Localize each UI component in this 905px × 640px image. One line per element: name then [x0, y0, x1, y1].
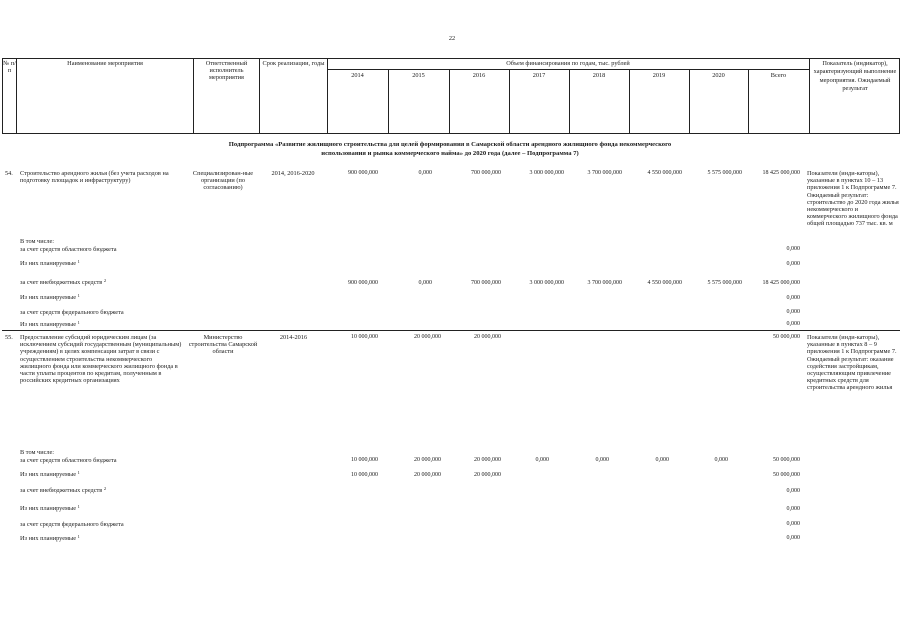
extra-2019: 4 550 000,000 [647, 280, 682, 286]
header-col-executor: Ответственный исполнитель мероприятия [205, 60, 248, 82]
col-border [16, 58, 17, 133]
value-total: 50 000,000 [773, 334, 800, 340]
header-col-indicator: Показатель (индикатор), характеризующий выполнение мероприятия. Ожидаемый результат [813, 60, 897, 93]
header-col-total: Всего [770, 72, 787, 79]
value-2015: 20 000,000 [414, 334, 441, 340]
sub-label-including: В том числе: [20, 238, 55, 245]
measure-name: Строительство арендного жилья (без учета расходов на подготовку площадок и инфраструктуру) [20, 170, 169, 185]
planned-2014: 10 000,000 [351, 472, 378, 478]
sub-label-regional-budget: за счет средств областного бюджета [20, 457, 117, 464]
regional-total: 50 000,000 [773, 457, 800, 463]
regional-2017: 0,000 [535, 457, 549, 463]
sub-label-extrabudgetary: за счет внебюджетных средств $^2$ [20, 486, 107, 494]
sub-label-including: В том числе: [20, 449, 55, 456]
regional-2014: 10 000,000 [351, 457, 378, 463]
subprogram-title-cont: использования и рынка коммерческого найма» до 2020 года (далее – Подпрограмма 7) [321, 150, 579, 157]
value-2018: 3 700 000,000 [587, 170, 622, 176]
value-2019: 4 550 000,000 [647, 170, 682, 176]
regional-2019: 0,000 [655, 457, 669, 463]
value-2017: 3 000 000,000 [529, 170, 564, 176]
value-2016: 700 000,000 [471, 170, 501, 176]
page-number: 22 [448, 35, 456, 42]
subprogram-title: Подпрограмма «Развитие жилищного строительства для целей формирования в Самарской области арендного жилищного фонда некоммерческого [228, 141, 672, 148]
value-2020: 5 575 000,000 [707, 170, 742, 176]
extra-2015: 0,000 [418, 280, 432, 286]
federal-total: 0,000 [786, 521, 800, 527]
sub-label-extrabudgetary: за счет внебюджетных средств $^2$ [20, 278, 107, 286]
planned-total: 0,000 [786, 295, 800, 301]
sub-label-planned: Из них планируемые $^1$ [20, 470, 80, 478]
extra-2016: 700 000,000 [471, 280, 501, 286]
sub-label-regional-budget: за счет средств областного бюджета [20, 246, 117, 253]
regional-2015: 20 000,000 [414, 457, 441, 463]
header-year: 2016 [472, 72, 486, 79]
planned-total: 50 000,000 [773, 472, 800, 478]
indicator-text: Показатели (инди-каторы), указанные в пунктах 10 – 13 приложения 1 к Подпрограмме 7. Ожидаемый результат: строительство до 2020 года жилья некоммерческого и коммерческого жилищного фонда общей площадью 737 тыс. кв. м [807, 170, 899, 228]
header-col-funding: Объем финансирования по годам, тыс. рублей [506, 60, 630, 67]
regional-total: 0,000 [786, 246, 800, 252]
regional-2016: 20 000,000 [474, 457, 501, 463]
header-year: 2017 [532, 72, 546, 79]
sub-label-planned: Из них планируемые $^1$ [20, 534, 80, 542]
extra-2017: 3 000 000,000 [529, 280, 564, 286]
row-number: 55. [5, 334, 13, 341]
funding-subheader-line [327, 69, 809, 70]
federal-total: 0,000 [786, 309, 800, 315]
col-border [259, 58, 260, 133]
regional-2018: 0,000 [595, 457, 609, 463]
implementation-term: 2014, 2016-2020 [271, 170, 315, 177]
indicator-text: Показатели (инди-каторы), указанные в пунктах 8 – 9 приложения 1 к Подпрограмме 7. Ожидаемый результат: оказание содействия застройщикам, осуществляющим привлечение кредитных средств для строительства арендного жилья [807, 334, 897, 392]
planned-2016: 20 000,000 [474, 472, 501, 478]
sub-label-planned: Из них планируемые $^1$ [20, 320, 80, 328]
sub-label-planned: Из них планируемые $^1$ [20, 259, 80, 267]
sub-label-planned: Из них планируемые $^1$ [20, 504, 80, 512]
col-border [193, 58, 194, 133]
extra-2014: 900 000,000 [348, 280, 378, 286]
implementation-term: 2014-2016 [279, 334, 308, 341]
header-year: 2018 [592, 72, 606, 79]
planned-2015: 20 000,000 [414, 472, 441, 478]
measure-name: Предоставление субсидий юридическим лицам (за исключением субсидий государственным (муниципальным) учреждениям) в целях компенсации затрат в связи с осуществлением строительства некоммерческого жилищного фонда или коммерческого жилищного фонда в части уплаты процентов по кредитам, полученным в российских кредитных организациях [20, 334, 182, 385]
regional-2020: 0,000 [714, 457, 728, 463]
value-2015: 0,000 [418, 170, 432, 176]
col-border [809, 58, 810, 133]
value-total: 18 425 000,000 [762, 170, 800, 176]
sub-label-federal-budget: за счет средств федерального бюджета [20, 521, 124, 528]
sub-label-planned: Из них планируемые $^1$ [20, 293, 80, 301]
row-separator [2, 330, 900, 331]
header-col-no: № п/п [3, 60, 16, 75]
extra-2018: 3 700 000,000 [587, 280, 622, 286]
value-2014: 900 000,000 [348, 170, 378, 176]
planned-total: 0,000 [786, 506, 800, 512]
extra-total: 0,000 [786, 488, 800, 494]
planned-total: 0,000 [786, 535, 800, 541]
col-border [899, 58, 900, 133]
row-number: 54. [5, 170, 13, 177]
planned-total: 0,000 [786, 321, 800, 327]
header-year: 2014 [351, 72, 364, 79]
value-2014: 10 000,000 [351, 334, 378, 340]
header-col-name: Наименование мероприятия [67, 60, 143, 67]
sub-label-federal-budget: за счет средств федерального бюджета [20, 309, 124, 316]
planned-total: 0,000 [786, 261, 800, 267]
responsible-executor: Специализирован-ные организации (по согласованию) [192, 170, 254, 192]
header-year: 2020 [712, 72, 725, 79]
header-year: 2015 [412, 72, 425, 79]
responsible-executor: Министерство строительства Самарской области [188, 334, 258, 356]
extra-total: 18 425 000,000 [762, 280, 800, 286]
header-bottom-border [2, 133, 900, 134]
header-col-term: Срок реализации, годы [262, 60, 325, 67]
header-year: 2019 [652, 72, 666, 79]
extra-2020: 5 575 000,000 [707, 280, 742, 286]
table-top-border [2, 58, 900, 59]
value-2016: 20 000,000 [474, 334, 501, 340]
col-border [327, 58, 328, 133]
